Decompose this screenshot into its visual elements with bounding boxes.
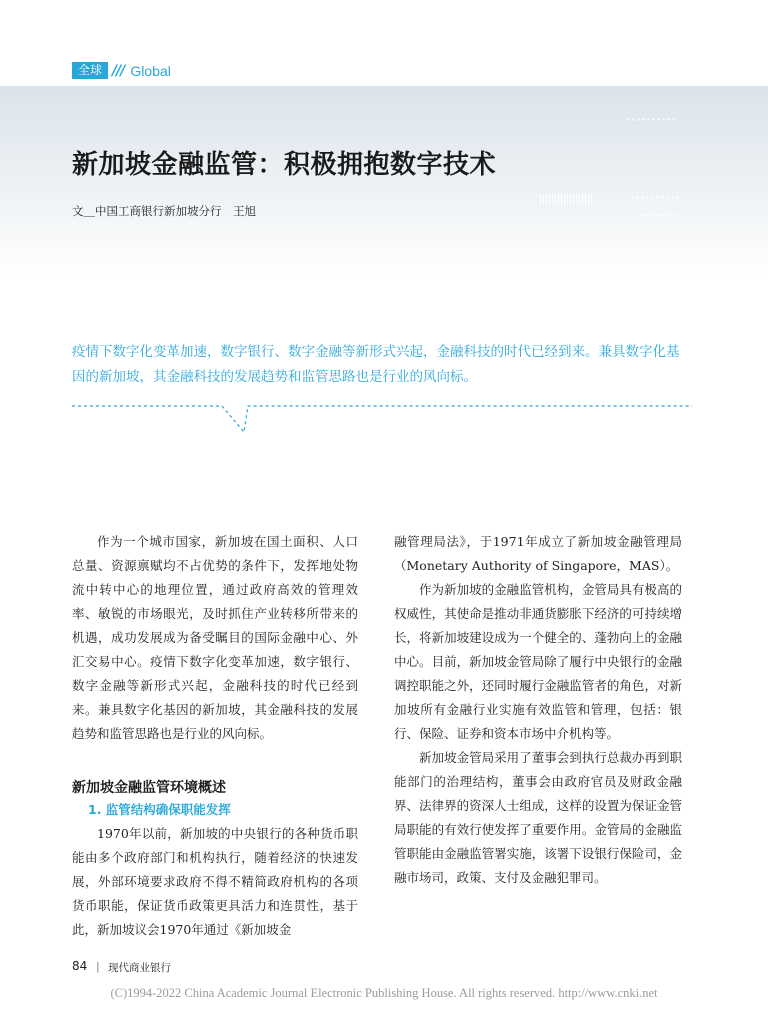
right-paragraph-1: 融管理局法》，于1971年成立了新加坡金融管理局（Monetary Authority of Singapore，MAS）。 (394, 534, 682, 573)
right-paragraph-2: 作为新加坡的金融监管机构，金管局具有极高的权威性，其使命是推动非通货膨胀下经济的可持续增长，将新加坡建设成为一个健全的、蓬勃向上的金融中心。目前，新加坡金管局除了履行中央银行的金融调控职能之外，还同时履行金融监管者的角色，对新加坡所有金融行业实施有效监管和管理，包括：银行、保险、证券和资本市场中介机构等。 (394, 582, 682, 741)
decor-dots-top (626, 118, 676, 121)
subsection-heading: 1. 监管结构确保职能发挥 (88, 802, 231, 817)
page-number: 84 (72, 959, 88, 973)
lead-divider (72, 400, 692, 440)
section-tag-label: 全球 (72, 62, 108, 79)
section-tag-slashes: /// (112, 62, 125, 79)
byline: 文＿中国工商银行新加坡分行 王旭 (72, 204, 256, 218)
left-paragraph-2: 1970年以前，新加坡的中央银行的各种货币职能由多个政府部门和机构执行，随着经济的快速发展，外部环境要求政府不得不精简政府机构的各项货币职能，保证货币政策更具活力和连贯性，基于此，新加坡议会1970年通过《新加坡金 (72, 826, 358, 937)
section-tag (72, 62, 171, 79)
right-column (394, 530, 682, 890)
journal-name: 现代商业银行 (108, 962, 171, 974)
left-paragraph-1: 作为一个城市国家，新加坡在国土面积、人口总量、资源禀赋均不占优势的条件下，发挥地处物流中转中心的地理位置，通过政府高效的管理效率、敏锐的市场眼光，及时抓住产业转移所带来的机遇，成功发展成为备受瞩目的国际金融中心、外汇交易中心。疫情下数字化变革加速，数字银行、数字金融等新形式兴起，金融科技的时代已经到来。兼具数字化基因的新加坡，其金融科技的发展趋势和监管思路也是行业的风向标。 (72, 534, 358, 741)
decor-barcode (540, 194, 592, 204)
left-column-intro (72, 530, 358, 746)
left-column-body (72, 822, 358, 942)
decor-dots-mid (630, 196, 678, 199)
footer-separator: | (96, 960, 100, 973)
right-paragraph-3: 新加坡金管局采用了董事会到执行总裁办再到职能部门的治理结构，董事会由政府官员及财政金融界、法律界的资深人士组成，这样的设置为保证金管局职能的有效行使发挥了重要作用。金管局的金融监管职能由金融监管署实施，该署下设银行保险司，金融市场司，政策、支付及金融犯罪司。 (394, 750, 682, 885)
article-title: 新加坡金融监管：积极拥抱数字技术 (72, 150, 497, 180)
copyright-notice: (C)1994-2022 China Academic Journal Electronic Publishing House. All rights reserved. http://www.cnki.net (110, 986, 658, 1000)
lead-paragraph: 疫情下数字化变革加速，数字银行、数字金融等新形式兴起，金融科技的时代已经到来。兼具数字化基因的新加坡，其金融科技的发展趋势和监管思路也是行业的风向标。 (72, 344, 680, 385)
section-tag-english: Global (130, 62, 171, 79)
header-background (0, 86, 768, 276)
decor-dots-low (640, 214, 676, 217)
section-heading: 新加坡金融监管环境概述 (72, 780, 226, 796)
